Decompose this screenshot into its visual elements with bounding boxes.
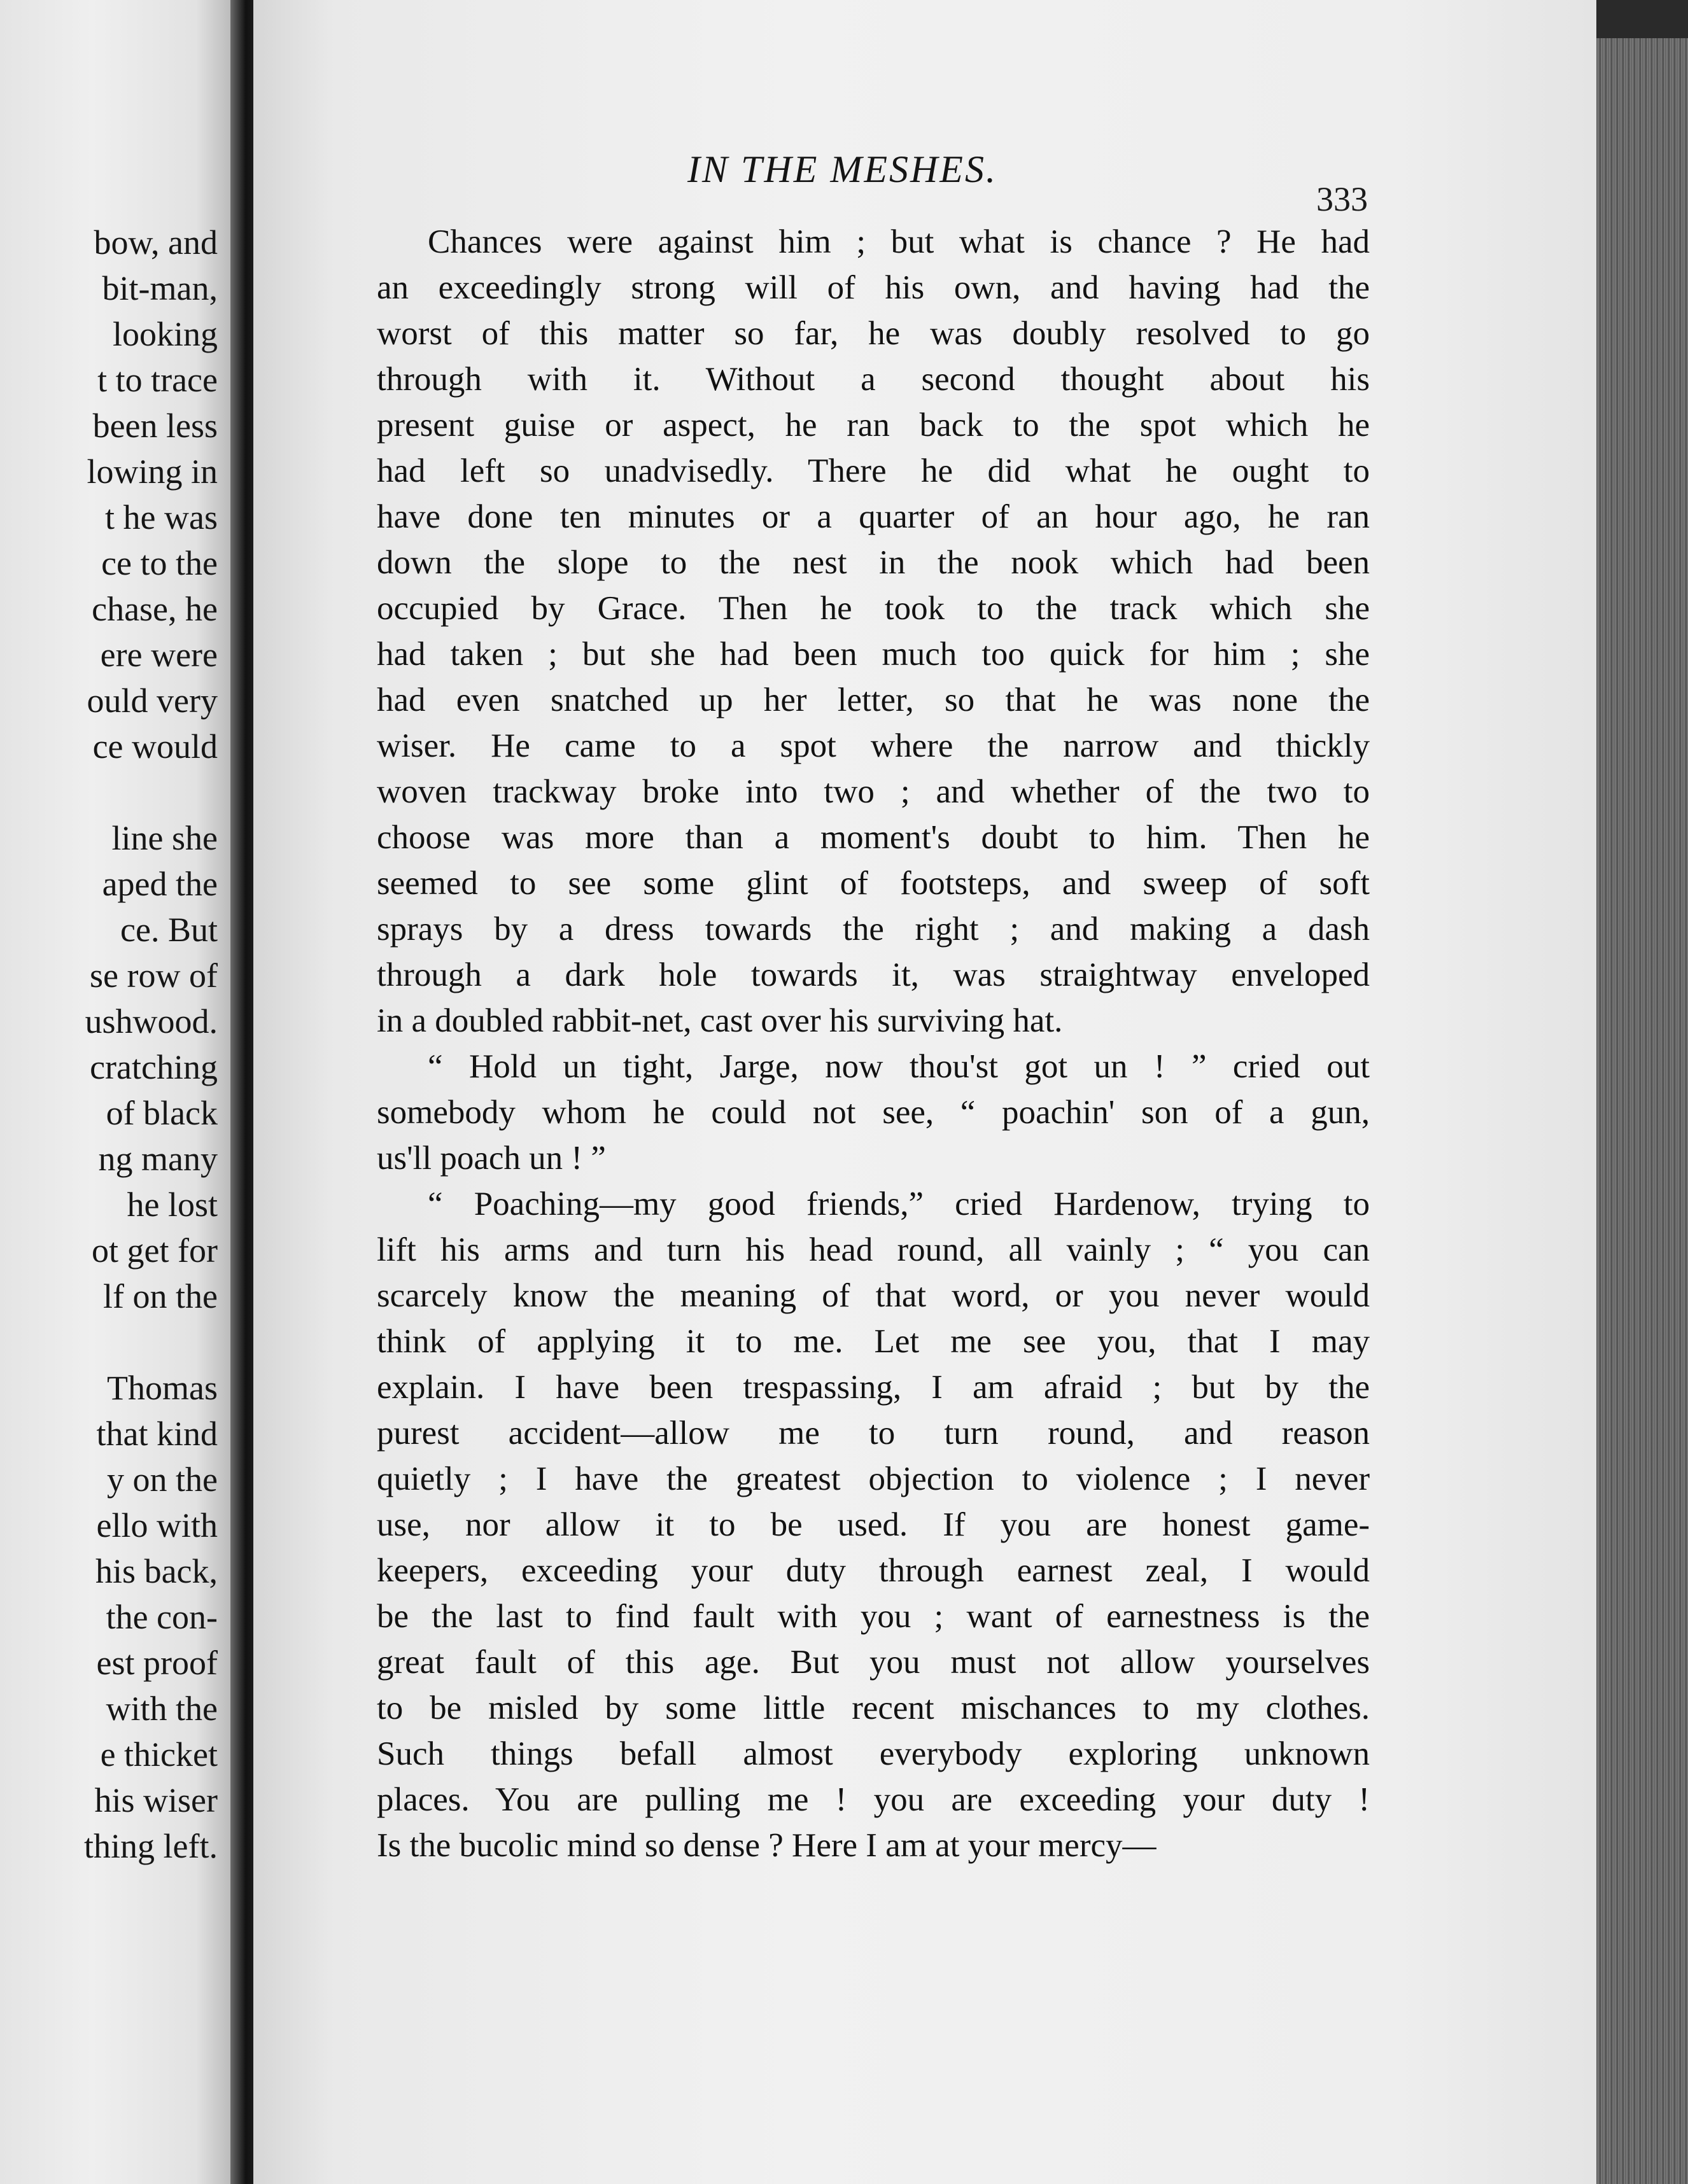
text-line: be the last to find fault with you ; want of earnestness is the bbox=[377, 1598, 1370, 1635]
text-line: down the slope to the nest in the nook which had been bbox=[377, 544, 1370, 581]
left-text-line: been less bbox=[92, 407, 218, 445]
left-text-line: se row of bbox=[90, 956, 218, 995]
text-line: through a dark hole towards it, was straightway enveloped bbox=[377, 956, 1370, 993]
left-text-line: he lost bbox=[127, 1186, 218, 1224]
left-text-line: ot get for bbox=[92, 1231, 218, 1270]
text-line: Is the bucolic mind so dense ? Here I am at your mercy— bbox=[377, 1827, 1157, 1864]
text-line: choose was more than a moment's doubt to him. Then he bbox=[377, 819, 1370, 856]
left-text-line: e thicket bbox=[100, 1735, 218, 1774]
left-text-line: looking bbox=[112, 315, 218, 353]
text-line: scarcely know the meaning of that word, or you never would bbox=[377, 1277, 1370, 1314]
left-text-line: lowing in bbox=[87, 452, 218, 491]
text-line: places. You are pulling me ! you are exceeding your duty ! bbox=[377, 1781, 1370, 1818]
text-line: explain. I have been trespassing, I am afraid ; but by the bbox=[377, 1369, 1370, 1406]
text-line: woven trackway broke into two ; and whether of the two to bbox=[377, 773, 1370, 810]
text-line: sprays by a dress towards the right ; and making a dash bbox=[377, 911, 1370, 948]
left-text-line: that kind bbox=[96, 1415, 218, 1453]
text-line: use, nor allow it to be used. If you are honest game- bbox=[377, 1506, 1370, 1543]
left-text-line: ere were bbox=[100, 636, 218, 674]
text-line: think of applying it to me. Let me see you, that I may bbox=[377, 1323, 1370, 1360]
text-line: had taken ; but she had been much too quick for him ; she bbox=[377, 636, 1370, 673]
left-text-line: the con- bbox=[106, 1598, 218, 1636]
left-text-line: ushwood. bbox=[85, 1002, 218, 1040]
left-text-line: ce to the bbox=[101, 544, 218, 582]
left-text-line: ould very bbox=[87, 682, 218, 720]
left-text-line: bow, and bbox=[94, 223, 218, 262]
running-head: IN THE MESHES. bbox=[687, 148, 997, 190]
left-page-text bbox=[0, 220, 223, 1869]
left-page bbox=[0, 0, 230, 2184]
left-text-line: bit-man, bbox=[102, 269, 218, 307]
left-text-line: aped the bbox=[102, 865, 218, 903]
left-text-line: t he was bbox=[105, 498, 218, 536]
page-number: 333 bbox=[1316, 180, 1368, 218]
left-text-line: ng many bbox=[98, 1140, 218, 1178]
page-edges bbox=[1596, 38, 1688, 2184]
left-text-line: chase, he bbox=[92, 590, 218, 628]
text-line: purest accident—allow me to turn round, and reason bbox=[377, 1415, 1370, 1452]
left-text-line bbox=[0, 769, 223, 815]
text-line: worst of this matter so far, he was doubly resolved to go bbox=[377, 315, 1370, 352]
left-text-line: cratching bbox=[90, 1048, 218, 1086]
text-line: had left so unadvisedly. There he did what he ought to bbox=[377, 452, 1370, 489]
left-text-line: lf on the bbox=[103, 1277, 218, 1315]
text-line: present guise or aspect, he ran back to the spot which he bbox=[377, 407, 1370, 444]
page-edge-top bbox=[1596, 0, 1688, 38]
text-line: us'll poach un ! ” bbox=[377, 1140, 606, 1177]
text-line: wiser. He came to a spot where the narrow and thickly bbox=[377, 727, 1370, 764]
left-text-line: with the bbox=[106, 1690, 218, 1728]
text-line: Chances were against him ; but what is chance ? He had bbox=[428, 223, 1370, 260]
text-line: Such things befall almost everybody exploring unknown bbox=[377, 1735, 1370, 1772]
text-line: quietly ; I have the greatest objection to violence ; I never bbox=[377, 1460, 1370, 1497]
left-text-line: est proof bbox=[96, 1644, 218, 1682]
text-line: had even snatched up her letter, so that he was none the bbox=[377, 682, 1370, 718]
left-text-line: line she bbox=[111, 819, 218, 857]
body-text bbox=[377, 219, 1370, 1868]
left-text-line: ce. But bbox=[120, 911, 218, 949]
text-line: to be misled by some little recent mischances to my clothes. bbox=[377, 1690, 1370, 1726]
left-text-line: Thomas bbox=[107, 1369, 218, 1407]
left-text-line: his back, bbox=[95, 1552, 218, 1590]
left-text-line: thing left. bbox=[84, 1827, 218, 1865]
left-text-line: y on the bbox=[107, 1460, 218, 1499]
text-line: great fault of this age. But you must not allow yourselves bbox=[377, 1644, 1370, 1681]
text-line: somebody whom he could not see, “ poachin' son of a gun, bbox=[377, 1094, 1370, 1131]
left-text-line: his wiser bbox=[94, 1781, 218, 1819]
left-text-line: t to trace bbox=[97, 361, 218, 399]
text-line: lift his arms and turn his head round, all vainly ; “ you can bbox=[377, 1231, 1370, 1268]
left-text-line bbox=[0, 1319, 223, 1365]
text-line: seemed to see some glint of footsteps, and sweep of soft bbox=[377, 865, 1370, 902]
text-line: in a doubled rabbit-net, cast over his surviving hat. bbox=[377, 1002, 1063, 1039]
text-line: keepers, exceeding your duty through earnest zeal, I would bbox=[377, 1552, 1370, 1589]
text-line: occupied by Grace. Then he took to the track which she bbox=[377, 590, 1370, 627]
left-text-line: ello with bbox=[96, 1506, 218, 1544]
text-line: “ Poaching—my good friends,” cried Hardenow, trying to bbox=[428, 1186, 1370, 1222]
text-line: through with it. Without a second thought about his bbox=[377, 361, 1370, 398]
text-line: an exceedingly strong will of his own, and having had the bbox=[377, 269, 1370, 306]
text-line: “ Hold un tight, Jarge, now thou'st got un ! ” cried out bbox=[428, 1048, 1370, 1085]
text-line: have done ten minutes or a quarter of an hour ago, he ran bbox=[377, 498, 1370, 535]
book-gutter bbox=[230, 0, 256, 2184]
left-text-line: of black bbox=[106, 1094, 218, 1132]
left-text-line: ce would bbox=[92, 727, 218, 766]
